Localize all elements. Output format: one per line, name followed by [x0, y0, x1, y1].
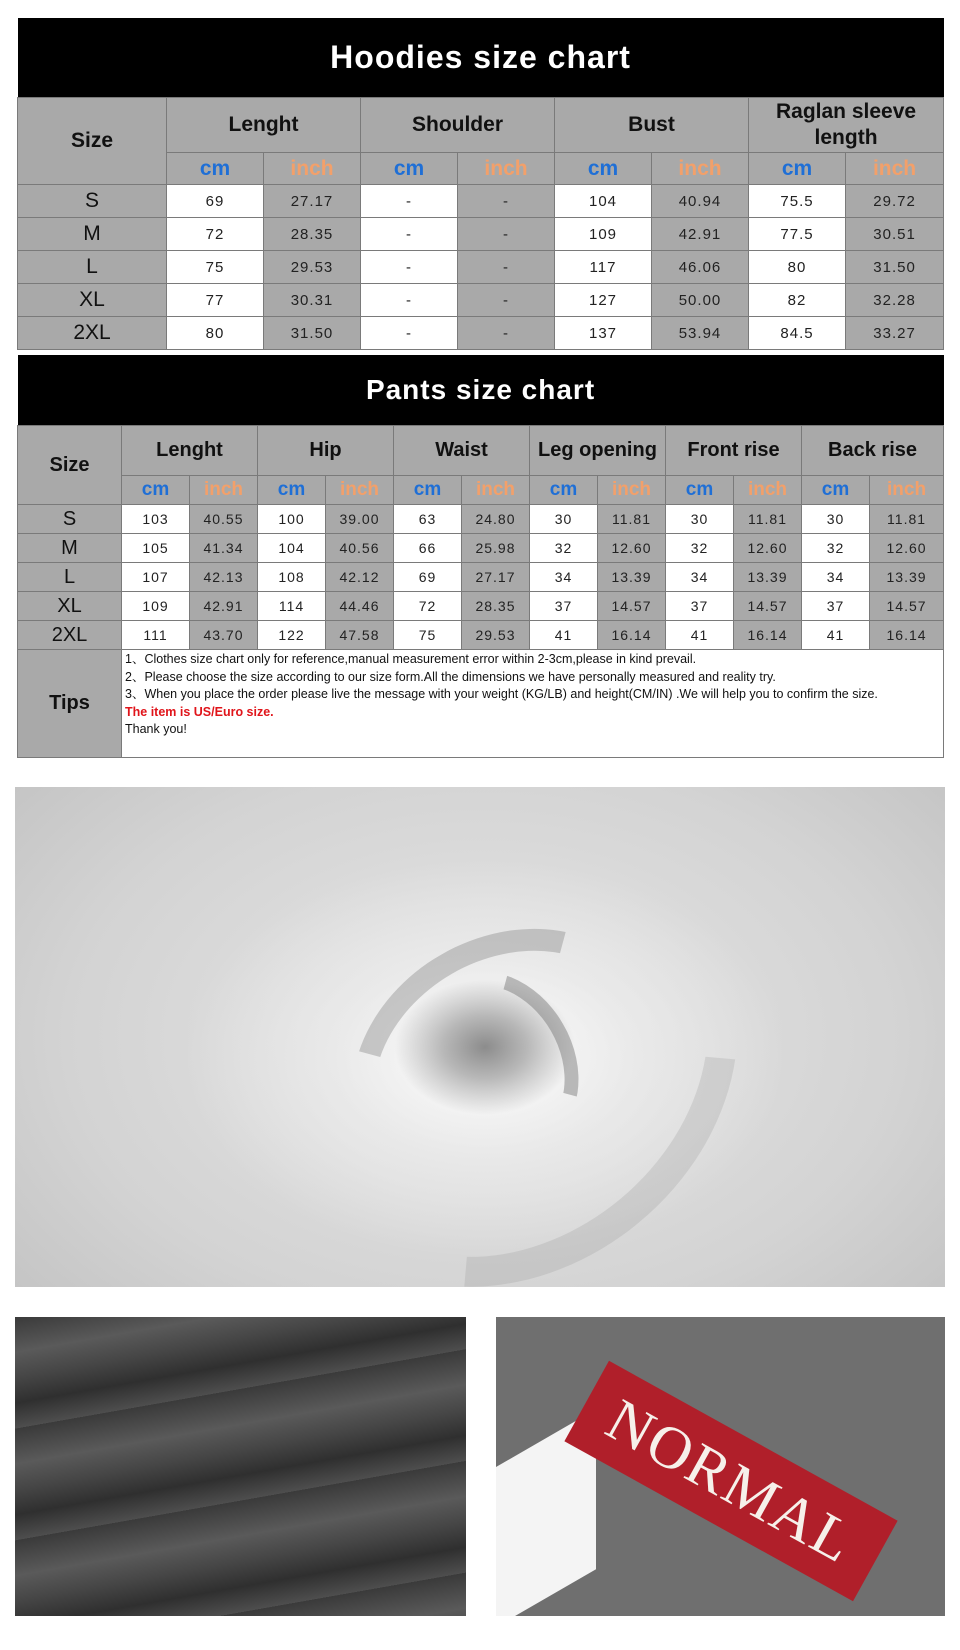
- pants-col-leg-opening: Leg opening: [530, 426, 666, 476]
- value-cell: -: [458, 317, 555, 350]
- table-row: [18, 505, 944, 534]
- pants-col-waist: Waist: [394, 426, 530, 476]
- value-cell: 42.91: [190, 592, 258, 621]
- value-cell: 104: [555, 185, 652, 218]
- size-cell: L: [18, 563, 122, 592]
- value-cell: 14.57: [598, 592, 666, 621]
- value-cell: 13.39: [734, 563, 802, 592]
- hoodies-col-length: Lenght: [167, 98, 361, 153]
- value-cell: 12.60: [734, 534, 802, 563]
- value-cell: 75: [167, 251, 264, 284]
- size-cell: XL: [18, 592, 122, 621]
- tip-line: 1、Clothes size chart only for reference,manual measurement error within 2-3cm,please in kind prevail.: [125, 652, 697, 666]
- value-cell: 109: [122, 592, 190, 621]
- value-cell: 12.60: [598, 534, 666, 563]
- unit-cm: cm: [802, 476, 870, 505]
- pants-col-length: Lenght: [122, 426, 258, 476]
- unit-cm: cm: [555, 153, 652, 185]
- value-cell: 29.53: [264, 251, 361, 284]
- table-row: [18, 317, 944, 350]
- brand-label-text: NORMAL: [596, 1386, 866, 1576]
- value-cell: 69: [167, 185, 264, 218]
- tips-row: [18, 650, 944, 758]
- value-cell: 13.39: [598, 563, 666, 592]
- pants-size-chart: [17, 355, 944, 758]
- table-row: [18, 621, 944, 650]
- pants-col-front-rise: Front rise: [666, 426, 802, 476]
- value-cell: 100: [258, 505, 326, 534]
- value-cell: 109: [555, 218, 652, 251]
- table-row: [18, 284, 944, 317]
- value-cell: 69: [394, 563, 462, 592]
- gray-fabric-label-photo: [496, 1317, 945, 1616]
- table-row: [18, 251, 944, 284]
- size-cell: 2XL: [18, 621, 122, 650]
- value-cell: 34: [666, 563, 734, 592]
- tip-line: 2、Please choose the size according to our size form.All the dimensions we have personally measured and reality try.: [125, 669, 776, 684]
- value-cell: 11.81: [734, 505, 802, 534]
- value-cell: 37: [802, 592, 870, 621]
- value-cell: 30: [802, 505, 870, 534]
- value-cell: 75.5: [749, 185, 846, 218]
- value-cell: 11.81: [598, 505, 666, 534]
- value-cell: 28.35: [462, 592, 530, 621]
- value-cell: 108: [258, 563, 326, 592]
- tip-thanks: Thank you!: [125, 722, 187, 736]
- value-cell: 41: [802, 621, 870, 650]
- value-cell: 114: [258, 592, 326, 621]
- size-cell: 2XL: [18, 317, 167, 350]
- unit-inch: inch: [598, 476, 666, 505]
- value-cell: 37: [530, 592, 598, 621]
- value-cell: 32.28: [846, 284, 944, 317]
- tip-line: 3、When you place the order please live the message with your weight (KG/LB) and height(CM/IN) .We will help you to confirm the size.: [125, 687, 878, 701]
- value-cell: 32: [666, 534, 734, 563]
- value-cell: 32: [530, 534, 598, 563]
- value-cell: 40.56: [326, 534, 394, 563]
- hoodies-size-chart: [17, 18, 944, 350]
- value-cell: 30: [530, 505, 598, 534]
- size-cell: M: [18, 534, 122, 563]
- value-cell: 72: [394, 592, 462, 621]
- value-cell: 105: [122, 534, 190, 563]
- value-cell: 122: [258, 621, 326, 650]
- table-row: [18, 534, 944, 563]
- table-row: [18, 185, 944, 218]
- value-cell: 16.14: [870, 621, 944, 650]
- tip-size-note: The item is US/Euro size.: [125, 704, 274, 719]
- value-cell: 41.34: [190, 534, 258, 563]
- value-cell: 34: [802, 563, 870, 592]
- value-cell: 41: [530, 621, 598, 650]
- pants-col-back-rise: Back rise: [802, 426, 944, 476]
- unit-inch: inch: [326, 476, 394, 505]
- unit-cm: cm: [361, 153, 458, 185]
- value-cell: 82: [749, 284, 846, 317]
- pants-chart-title: Pants size chart: [18, 355, 944, 426]
- tips-label: Tips: [18, 650, 122, 758]
- size-cell: S: [18, 185, 167, 218]
- value-cell: 16.14: [734, 621, 802, 650]
- value-cell: 80: [167, 317, 264, 350]
- value-cell: 63: [394, 505, 462, 534]
- value-cell: 53.94: [652, 317, 749, 350]
- brand-label: [564, 1361, 897, 1601]
- value-cell: 111: [122, 621, 190, 650]
- value-cell: 32: [802, 534, 870, 563]
- value-cell: 25.98: [462, 534, 530, 563]
- value-cell: -: [458, 185, 555, 218]
- value-cell: 117: [555, 251, 652, 284]
- unit-inch: inch: [846, 153, 944, 185]
- value-cell: 27.17: [264, 185, 361, 218]
- dark-fabric-photo: [15, 1317, 466, 1616]
- unit-inch: inch: [190, 476, 258, 505]
- value-cell: 29.72: [846, 185, 944, 218]
- value-cell: 30: [666, 505, 734, 534]
- size-cell: M: [18, 218, 167, 251]
- value-cell: -: [458, 218, 555, 251]
- value-cell: 42.12: [326, 563, 394, 592]
- table-row: [18, 592, 944, 621]
- size-cell: XL: [18, 284, 167, 317]
- unit-inch: inch: [462, 476, 530, 505]
- value-cell: -: [361, 317, 458, 350]
- value-cell: 84.5: [749, 317, 846, 350]
- value-cell: 39.00: [326, 505, 394, 534]
- hoodies-size-header: Size: [18, 98, 167, 185]
- table-row: [18, 218, 944, 251]
- value-cell: 16.14: [598, 621, 666, 650]
- unit-inch: inch: [264, 153, 361, 185]
- hoodies-chart-title: Hoodies size chart: [18, 18, 944, 98]
- value-cell: 104: [258, 534, 326, 563]
- unit-cm: cm: [167, 153, 264, 185]
- value-cell: -: [361, 185, 458, 218]
- value-cell: 41: [666, 621, 734, 650]
- value-cell: 42.13: [190, 563, 258, 592]
- value-cell: 80: [749, 251, 846, 284]
- value-cell: 11.81: [870, 505, 944, 534]
- unit-cm: cm: [749, 153, 846, 185]
- hoodies-col-bust: Bust: [555, 98, 749, 153]
- tips-body: [122, 650, 944, 758]
- value-cell: -: [361, 218, 458, 251]
- pants-col-hip: Hip: [258, 426, 394, 476]
- size-cell: L: [18, 251, 167, 284]
- value-cell: 77: [167, 284, 264, 317]
- value-cell: -: [361, 284, 458, 317]
- value-cell: 13.39: [870, 563, 944, 592]
- size-cell: S: [18, 505, 122, 534]
- value-cell: 66: [394, 534, 462, 563]
- unit-inch: inch: [458, 153, 555, 185]
- value-cell: 31.50: [846, 251, 944, 284]
- unit-inch: inch: [870, 476, 944, 505]
- value-cell: 33.27: [846, 317, 944, 350]
- value-cell: 30.31: [264, 284, 361, 317]
- value-cell: 46.06: [652, 251, 749, 284]
- unit-cm: cm: [666, 476, 734, 505]
- hoodies-col-raglan-sleeve: Raglan sleeve length: [749, 98, 944, 153]
- unit-inch: inch: [734, 476, 802, 505]
- value-cell: 127: [555, 284, 652, 317]
- value-cell: 107: [122, 563, 190, 592]
- value-cell: 43.70: [190, 621, 258, 650]
- value-cell: -: [458, 284, 555, 317]
- unit-cm: cm: [394, 476, 462, 505]
- unit-cm: cm: [122, 476, 190, 505]
- value-cell: 72: [167, 218, 264, 251]
- value-cell: 44.46: [326, 592, 394, 621]
- value-cell: 27.17: [462, 563, 530, 592]
- value-cell: 42.91: [652, 218, 749, 251]
- unit-cm: cm: [530, 476, 598, 505]
- value-cell: 28.35: [264, 218, 361, 251]
- unit-inch: inch: [652, 153, 749, 185]
- hoodies-col-shoulder: Shoulder: [361, 98, 555, 153]
- value-cell: 12.60: [870, 534, 944, 563]
- table-row: [18, 563, 944, 592]
- value-cell: 77.5: [749, 218, 846, 251]
- fleece-fabric-photo: [15, 787, 945, 1287]
- value-cell: 24.80: [462, 505, 530, 534]
- value-cell: -: [458, 251, 555, 284]
- value-cell: 75: [394, 621, 462, 650]
- value-cell: 137: [555, 317, 652, 350]
- value-cell: 14.57: [734, 592, 802, 621]
- value-cell: 40.94: [652, 185, 749, 218]
- unit-cm: cm: [258, 476, 326, 505]
- value-cell: 40.55: [190, 505, 258, 534]
- value-cell: 103: [122, 505, 190, 534]
- value-cell: 30.51: [846, 218, 944, 251]
- pants-size-header: Size: [18, 426, 122, 505]
- value-cell: 29.53: [462, 621, 530, 650]
- value-cell: 47.58: [326, 621, 394, 650]
- value-cell: 50.00: [652, 284, 749, 317]
- value-cell: 31.50: [264, 317, 361, 350]
- value-cell: 37: [666, 592, 734, 621]
- value-cell: 34: [530, 563, 598, 592]
- value-cell: 14.57: [870, 592, 944, 621]
- value-cell: -: [361, 251, 458, 284]
